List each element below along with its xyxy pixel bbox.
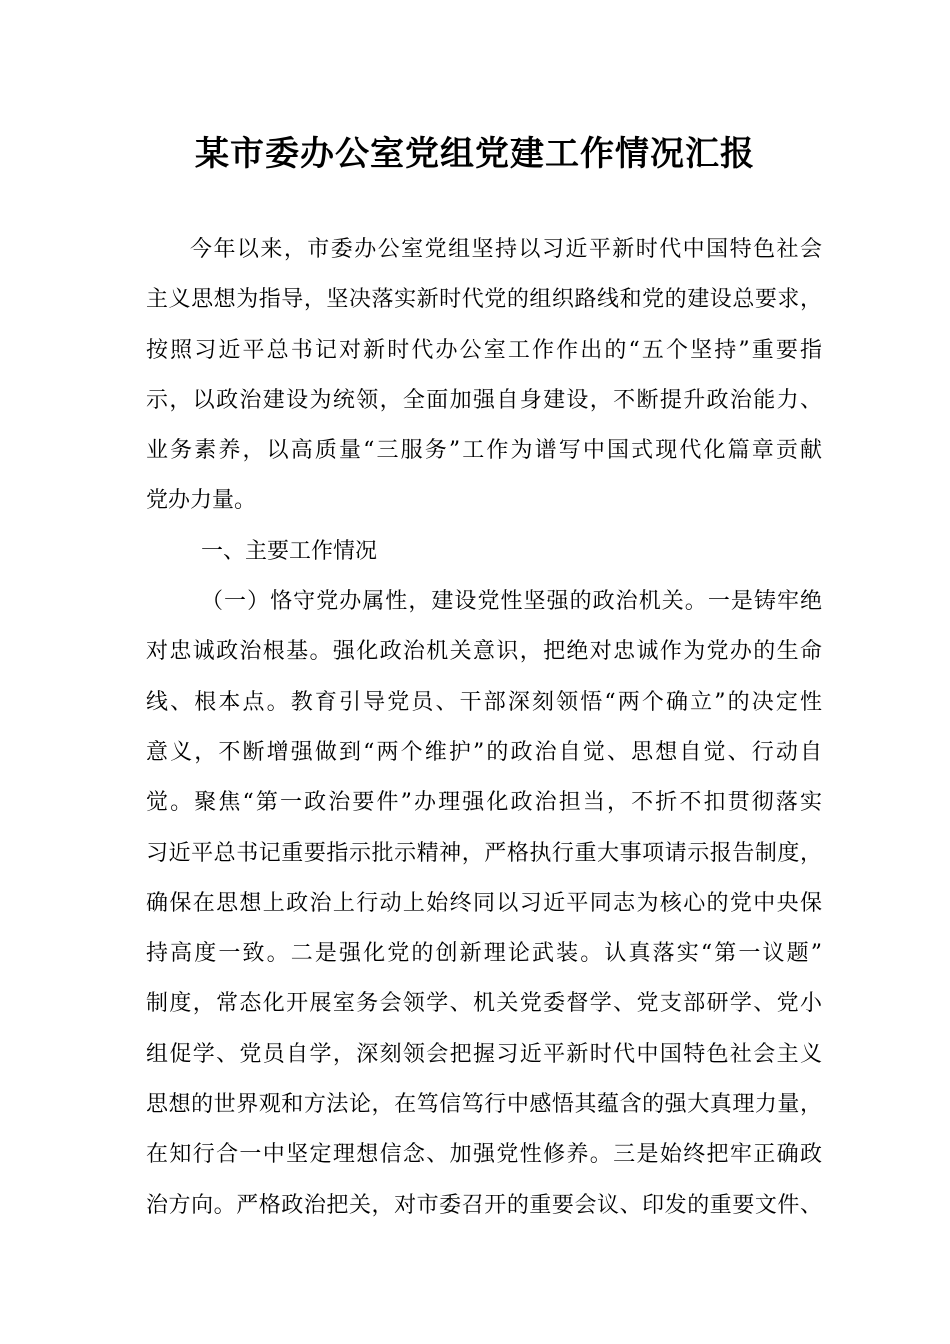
- paragraph-line: 今年以来，市委办公室党组坚持以习近平新时代中国特色社会: [190, 237, 822, 262]
- paragraph-line: 示，以政治建设为统领，全面加强自身建设，不断提升政治能力、: [146, 387, 822, 413]
- document-title: 某市委办公室党组党建工作情况汇报: [195, 134, 755, 174]
- paragraph-line: 觉。聚焦“第一政治要件”办理强化政治担当，不折不扣贯彻落实: [146, 790, 822, 816]
- paragraph-line: 线、根本点。教育引导党员、干部深刻领悟“两个确立”的决定性: [146, 689, 822, 715]
- paragraph-line: 按照习近平总书记对新时代办公室工作作出的“五个坚持”重要指: [146, 337, 822, 363]
- paragraph-line: 持高度一致。二是强化党的创新理论武装。认真落实“第一议题”: [146, 941, 822, 967]
- paragraph-line: 主义思想为指导，坚决落实新时代党的组织路线和党的建设总要求，: [146, 287, 822, 313]
- paragraph-line: 在知行合一中坚定理想信念、加强党性修养。三是始终把牢正确政: [146, 1142, 822, 1168]
- paragraph-line: 业务素养，以高质量“三服务”工作为谱写中国式现代化篇章贡献: [146, 438, 822, 464]
- paragraph-line: 对忠诚政治根基。强化政治机关意识，把绝对忠诚作为党办的生命: [146, 639, 822, 665]
- document-body: [146, 225, 822, 1231]
- section-heading: 一、主要工作情况: [201, 538, 378, 564]
- paragraph-line: 习近平总书记重要指示批示精神，严格执行重大事项请示报告制度，: [146, 840, 822, 866]
- paragraph-line: 确保在思想上政治上行动上始终同以习近平同志为核心的党中央保: [146, 890, 822, 916]
- paragraph-line: 治方向。严格政治把关，对市委召开的重要会议、印发的重要文件、: [146, 1192, 822, 1218]
- paragraph-line: 思想的世界观和方法论，在笃信笃行中感悟其蕴含的强大真理力量，: [146, 1092, 822, 1118]
- paragraph-line: 意义，不断增强做到“两个维护”的政治自觉、思想自觉、行动自: [146, 739, 822, 765]
- paragraph-line: 党办力量。: [146, 488, 257, 514]
- paragraph-line: （一）恪守党办属性，建设党性坚强的政治机关。一是铸牢绝: [201, 589, 822, 615]
- paragraph-line: 制度，常态化开展室务会领学、机关党委督学、党支部研学、党小: [146, 991, 822, 1017]
- paragraph-line: 组促学、党员自学，深刻领会把握习近平新时代中国特色社会主义: [146, 1041, 822, 1067]
